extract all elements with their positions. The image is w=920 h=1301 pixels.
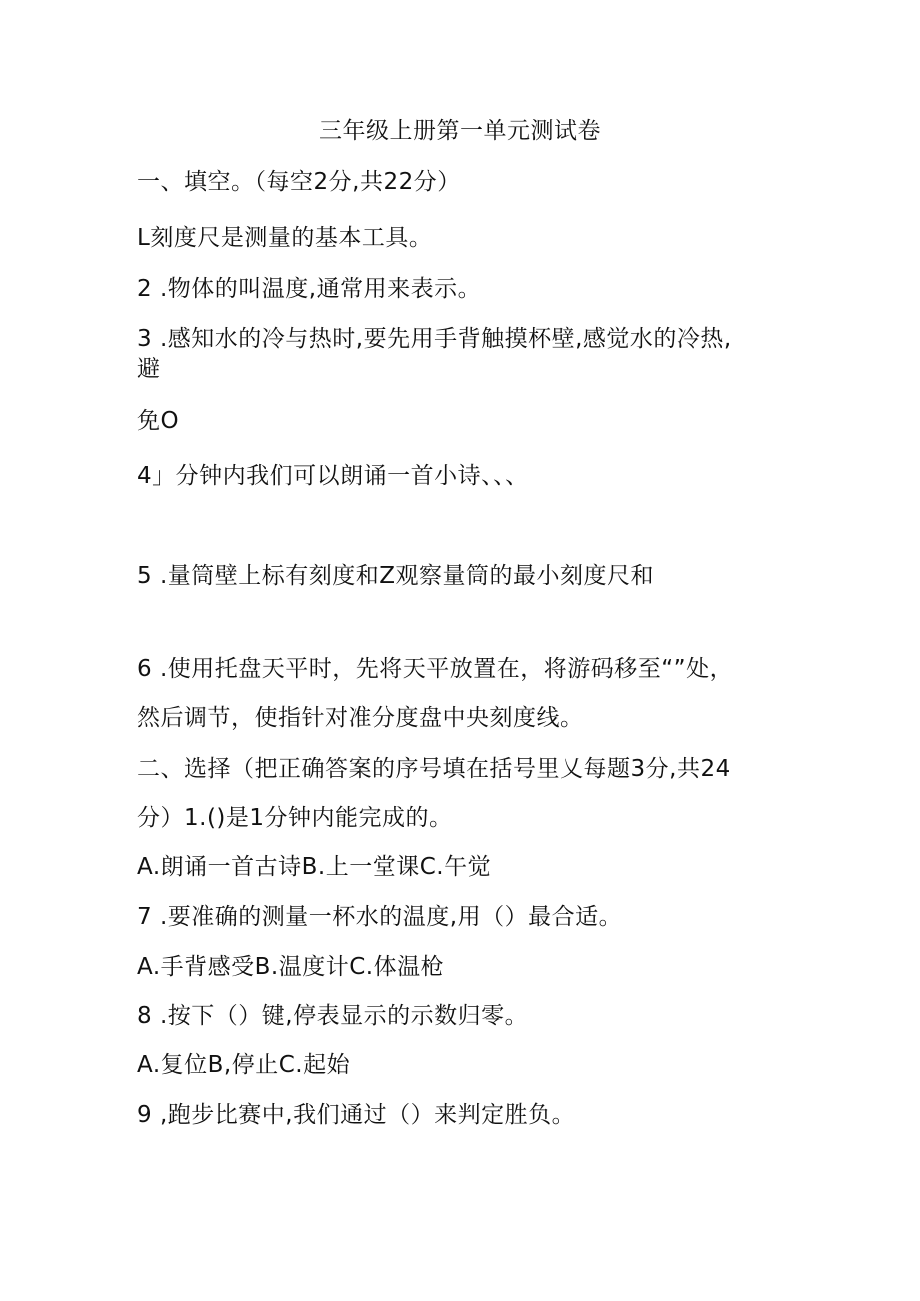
question-1-options: A.朗诵一首古诗B.上一堂课C.午觉 <box>137 854 492 880</box>
question-5: 5 .量筒壁上标有刻度和Z观察量筒的最小刻度尺和 <box>137 563 655 589</box>
question-6-line-2: 然后调节，使指针对准分度盘中央刻度线。 <box>137 705 584 731</box>
question-3-line-1: 3 .感知水的冷与热时,要先用手背触摸杯壁,感觉水的冷热, <box>137 326 732 352</box>
question-2: 2 .物体的叫温度,通常用来表示。 <box>137 276 482 302</box>
question-7: 7 .要准确的测量一杯水的温度,用（）最合适。 <box>137 904 623 930</box>
question-1: L刻度尺是测量的基本工具。 <box>137 225 433 251</box>
question-8: 8 .按下（）键,停表显示的示数归零。 <box>137 1003 529 1029</box>
question-8-options: A.复位B,停止C.起始 <box>137 1052 351 1078</box>
question-4: 4」分钟内我们可以朗诵一首小诗、、、 <box>137 463 529 489</box>
section-1-heading: 一、填空。（每空2分,共22分） <box>137 169 461 195</box>
section-2-heading-line-1: 二、选择（把正确答案的序号填在括号里乂每题3分,共24 <box>137 756 731 782</box>
question-3-line-3: 免O <box>137 408 180 434</box>
question-6-line-1: 6 .使用托盘天平时，先将天平放置在，将游码移至“”处， <box>137 656 734 682</box>
question-9: 9 ,跑步比赛中,我们通过（）来判定胜负。 <box>137 1102 576 1128</box>
page-title: 三年级上册第一单元测试卷 <box>319 118 601 144</box>
question-3-line-2: 避 <box>137 356 161 382</box>
question-7-options: A.手背感受B.温度计C.体温枪 <box>137 954 445 980</box>
section-2-heading-line-2: 分）1.()是1分钟内能完成的。 <box>137 805 453 831</box>
